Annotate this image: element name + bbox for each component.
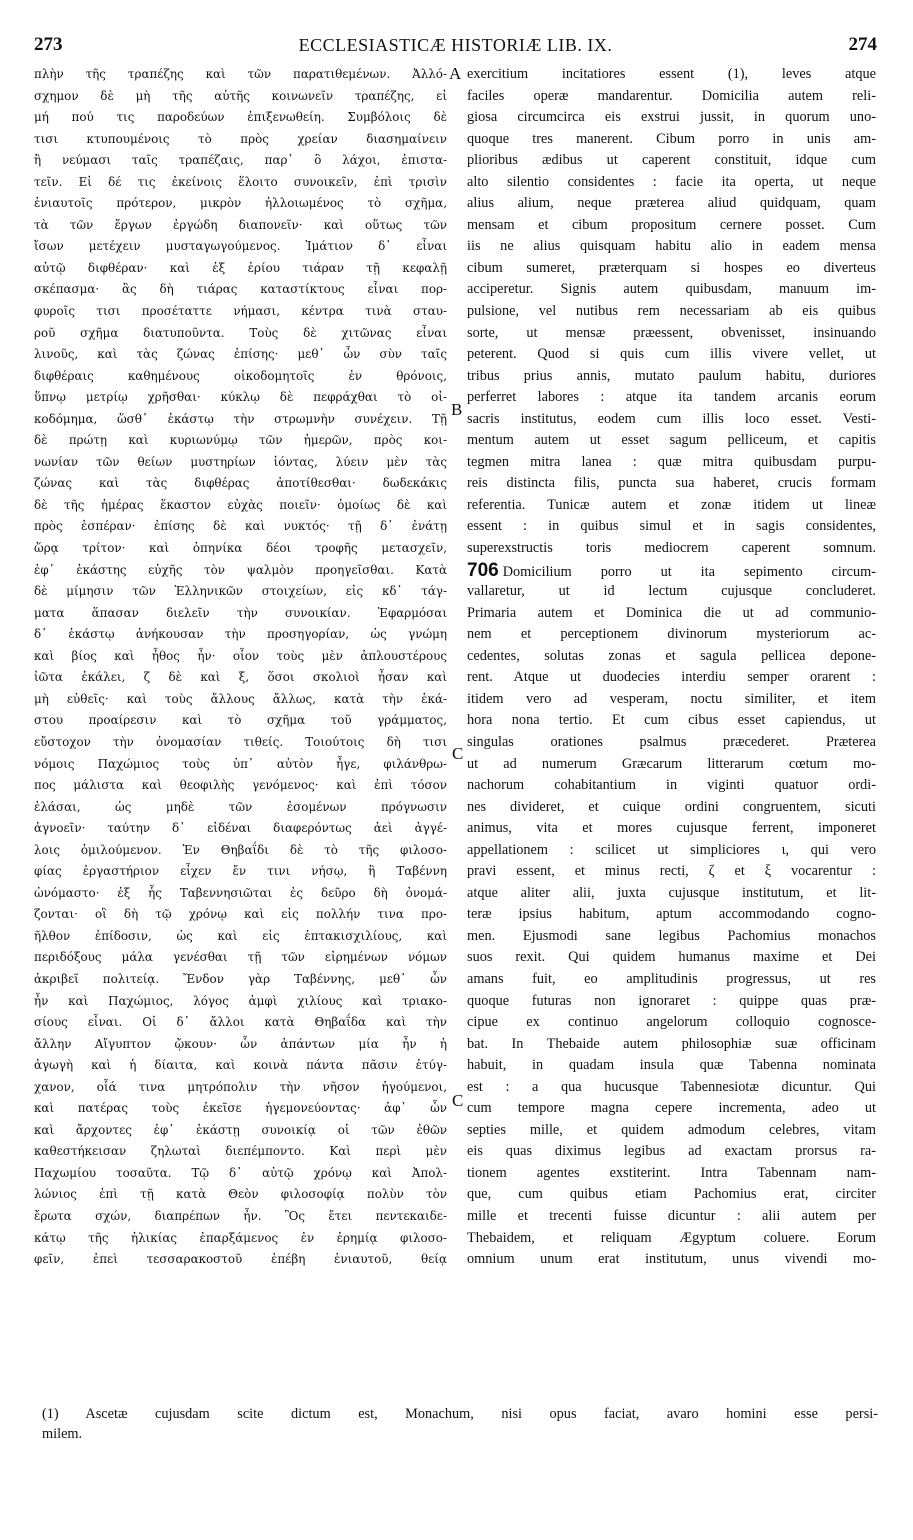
text-line: κοδόμημα, ὥσθ᾿ ἑκάστῳ τὴν στρωμνὴν συνέχειν. Τῇ xyxy=(34,411,447,426)
text-line: δὲ πρώτῃ καὶ κυριωνύμῳ τῶν ἡμερῶν, πρὸς κοι- xyxy=(34,433,447,448)
text-line: ἴσων μετέχειν μυσταγωγούμενος. Ἱμάτιον δ᾿ εἶναι xyxy=(34,239,447,254)
text-line: est : a qua hucusque Tabennesiotæ dicuntur. Qui xyxy=(467,1078,876,1095)
page-header xyxy=(34,34,877,60)
text-line: quoque futuras non ignoraret : quippe quas præ- xyxy=(467,992,876,1009)
text-line: δὲ τῆς ἡμέρας ἕκαστον εὐχὰς ποιεῖν· ὁμοίως δὲ καὶ xyxy=(34,497,447,512)
text-line: ἔρωτα σχών, διαπρέπων ἦν. Ὃς ἔτει πεντεκαιδε- xyxy=(34,1208,447,1223)
text-line: eis quas diximus legibus ad exactam prorsus ra- xyxy=(467,1143,876,1160)
text-line: exercitium incitatiores essent (1), leves atque xyxy=(467,66,876,82)
text-line: περιδόξους μάλα γενέσθαι τῇ τῶν εἰρημένων νόμων xyxy=(34,950,447,965)
text-line: ἀγνοεῖν· ταύτην δ᾿ εἰδέναι διαφερόντως ἀεὶ ἀγγέ- xyxy=(34,821,447,836)
footnote-line: (1) Ascetæ cujusdam scite dictum est, Monachum, nisi opus faciat, avaro homini esse persi- xyxy=(42,1406,878,1422)
latin-column xyxy=(467,64,876,1271)
text-line: habuit, in quadam insula quæ Tabenna nominata xyxy=(467,1057,876,1074)
text-line: δ᾿ ἑκάστῳ ἀνήκουσαν τὴν προσηγορίαν, ὡς γνώμη xyxy=(34,627,447,642)
page-number-left: 273 xyxy=(34,34,63,55)
text-line: ἢ νεύμασι ταῖς τραπέζαις, παρ᾿ ὃ λάχοι, ἐπιστα- xyxy=(34,153,447,168)
greek-column xyxy=(34,64,447,1271)
text-line: εὔστοχον τὴν ὀνομασίαν τιθείς. Τοιούτοις δὴ τισι xyxy=(34,734,447,749)
text-line: iis ne alius quisquam habitu alio in eadem mensa xyxy=(467,238,876,255)
text-line: πρὸς ἑσπέραν· ἐπίσης δὲ καὶ νυκτός· τῇ δ᾿ ἐνάτῃ xyxy=(34,519,447,534)
text-line: pulsione, vel nutibus rem necessariam ab eis quibus xyxy=(467,303,876,320)
text-line: omnium unum erat institutum, unus vivendi mo- xyxy=(467,1251,876,1268)
text-line: nem et perceptionem divinorum mysteriorum ac- xyxy=(467,626,876,643)
text-line: ἄλλην Αἴγυπτον ᾤκουν· ὧν ἁπάντων μία ἦν ἡ xyxy=(34,1036,447,1051)
text-line: φεῖν, ἐπεὶ τεσσαρακοστοῦ ἐπέβη ἐνιαυτοῦ, θείᾳ xyxy=(34,1252,447,1267)
text-line: mentum autem ut esset sagum pelliceum, et capitis xyxy=(467,432,876,449)
text-line: ὥρᾳ τρίτον· καὶ ὁπηνίκα δέοι τροφῆς μετασχεῖν, xyxy=(34,541,447,556)
text-line: essent : in quibus simul et in sagis considentes, xyxy=(467,518,876,535)
text-line: sorte, ut mensæ præessent, obvenisset, insinuando xyxy=(467,324,876,341)
text-line: giosa circumcirca eis exstrui jussit, in quorum uno- xyxy=(467,109,876,126)
text-line: Thebaidem, et reliquam Ægyptum coluere. Eorum xyxy=(467,1229,876,1246)
text-line: δὲ μίμησιν τῶν Ἑλληνικῶν στοιχείων, εἰς κδ᾿ τάγ- xyxy=(34,584,447,599)
text-line: στου προαίρεσιν καὶ τὸ σχῆμα τοῦ γράμματος, xyxy=(34,713,447,728)
text-line: septies mille, et quidem admodum celebres, vitam xyxy=(467,1121,876,1138)
text-line: φίας ἐργαστήριον εἶχεν ἔν τινι νήσῳ, ἣ Ταβέννη xyxy=(34,864,447,879)
text-line: κάτῳ τῆς ἡλικίας ἐπαρξάμενος ἐν ἐρημίᾳ φιλοσο- xyxy=(34,1230,447,1245)
text-line: ἐφ᾿ ἑκάστης εὐχῆς τὸν ψαλμὸν προηγεῖσθαι. Κατὰ xyxy=(34,562,447,577)
text-line: ὕπνῳ μετρίῳ χρῆσθαι· κύκλῳ δὲ πεφράχθαι τὸ οἰ- xyxy=(34,390,447,405)
text-line: faciles operæ mandarentur. Domicilia autem reli- xyxy=(467,87,876,104)
text-line: ἐλάσαι, ὡς μηδὲ τῶν ἐσομένων πρόγνωσιν xyxy=(34,799,447,814)
text-line: ματα ἅπασαν διελεῖν τὴν συνοικίαν. Ἐφαρμόσαι xyxy=(34,605,447,620)
text-line: peterent. Quod si quis cum illis vivere vellet, ut xyxy=(467,346,876,363)
text-line: Primaria autem et Dominica die ut ad communio- xyxy=(467,604,876,621)
text-line: vallaretur, ut id lectum cujusque concluderet. xyxy=(467,583,876,600)
text-line: καὶ ἄρχοντες ἐφ᾿ ἑκάστῃ συνοικίᾳ οἱ τῶν ἐθῶν xyxy=(34,1122,447,1137)
text-line: acciperetur. Signis autem quibusdam, manuum im- xyxy=(467,281,876,298)
text-line: itidem vero ad vesperam, noctu similiter, et item xyxy=(467,690,876,707)
text-line: men. Ejusmodi sane legibus Pachomius monachos xyxy=(467,927,876,944)
text-line: αὐτῷ διφθέραν· καὶ ἐξ ἐρίου τιάραν τῇ κεφαλῇ xyxy=(34,260,447,275)
footnote-line: milem. xyxy=(42,1426,83,1442)
text-line: νόμοις Παχώμιος τοὺς ὑπ᾿ αὐτὸν ἦγε, φιλάνθρω- xyxy=(34,756,447,771)
text-line: χανον, οἷά τινα μητρόπολιν τὴν νῆσον ἡγούμενοι, xyxy=(34,1079,447,1094)
text-line: suos rexit. Qui quidem humanus maxime et Dei xyxy=(467,949,876,966)
text-line: σκέπασμα· ἃς δὴ τιάρας καταστίκτους εἶναι πορ- xyxy=(34,282,447,297)
text-line-content: Domicilium porro ut ita sepimento circum- xyxy=(502,563,876,580)
text-line: λοις ὁμιλούμενον. Ἐν Θηβαΐδι δὲ τὸ τῆς φιλοσο- xyxy=(34,842,447,857)
text-line: ὠνόμαστο· ἐξ ἧς Ταβεννησιῶται ἐς δεῦρο δὴ ὀνομά- xyxy=(34,885,447,900)
text-line: perferret labores : atque ita tandem arcanis eorum xyxy=(467,389,876,406)
text-line: λινοῦς, καὶ τὰς ζώνας ἐπίσης· μεθ᾿ ὧν σὺν ταῖς xyxy=(34,347,447,362)
text-line: ἐνιαυτοῖς πρότερον, μικρὸν ἠλλοιωμένος τὸ σχῆμα, xyxy=(34,196,447,211)
text-line: μή πού τις παροδεύων ἐπιξενωθείη. Συμβόλοις δὲ xyxy=(34,110,447,125)
column-number: 706 xyxy=(467,559,499,581)
text-line xyxy=(467,560,876,582)
text-line: alto silentio considentes : facie ita operta, ut neque xyxy=(467,173,876,190)
text-line: reis distincta filis, puncta sua haberet, crucis formam xyxy=(467,475,876,492)
text-line: nachorum cohabitantium in viginti quatuor ordi- xyxy=(467,777,876,794)
text-line: alius alium, neque præterea aliud quidquam, quam xyxy=(467,195,876,212)
running-title: ECCLESIASTICÆ HISTORIÆ LIB. IX. xyxy=(298,35,613,55)
text-line: ζώνας καὶ τὰς διφθέρας ἀποτίθεσθαι· δωδεκάκις xyxy=(34,476,447,491)
text-line: καὶ βίος καὶ ἦθος ἦν· οἷον τοὺς μὲν ἁπλουστέρους xyxy=(34,648,447,663)
text-line: σχημον δὲ μὴ τῆς αὐτῆς κοινωνεῖν τραπέζης, εἰ xyxy=(34,88,447,103)
text-line: atque aliter alii, juxta cujusque institutum, et lit- xyxy=(467,884,876,901)
text-line: ut ad numerum Græcarum litterarum cœtum mo- xyxy=(467,755,876,772)
text-line: καὶ πατέρας τοὺς ἐκεῖσε ἡγεμονεύοντας· ἀφ᾿ ὧν xyxy=(34,1101,447,1116)
text-line: mille et trecenti fuisse dicuntur : alii autem per xyxy=(467,1207,876,1224)
page-number-right: 274 xyxy=(848,34,877,55)
text-line: pravi essent, et minus recti, ζ et ξ vocarentur : xyxy=(467,863,876,880)
text-line: τισι κτυπουμένοις τὸ πρὸς χρείαν διασημαίνειν xyxy=(34,131,447,146)
text-line: amans fuit, eo amplitudinis progressus, ut res xyxy=(467,970,876,987)
text-line: sacris institutus, eodem cum illis loco esset. Vesti- xyxy=(467,410,876,427)
text-line: tribus prius annis, mutato paulum habitu, duriores xyxy=(467,367,876,384)
text-line: hora nona tertio. Et cum cibus esset capiendus, ut xyxy=(467,712,876,729)
text-line: plioribus ædibus ut caperent constituit, idque cum xyxy=(467,152,876,169)
text-line: ἰῶτα ἐκάλει, ζ δὲ καὶ ξ, ὅσοι σκολιοὶ ἦσαν καὶ xyxy=(34,670,447,685)
text-line: mensam et cibum propositum cernere posset. Cum xyxy=(467,216,876,233)
margin-marker-c1: C xyxy=(452,744,464,763)
text-line: cipue ex continuo angelorum colloquio cognosce- xyxy=(467,1014,876,1031)
text-line: τεῖν. Εἰ δέ τις ἐκείνοις ἕλοιτο συνοικεῖν, ἐπὶ τρισὶν xyxy=(34,174,447,189)
text-line: λώνιος ἐπὶ τῇ κατὰ Θεὸν φιλοσοφίᾳ πολὺν τὸν xyxy=(34,1187,447,1202)
text-line: rent. Atque ut duodecies interdiu semper orarent : xyxy=(467,669,876,686)
text-line: καθεστήκεισαν ζηλωταὶ διεπέμποντο. Καὶ περὶ μὲν xyxy=(34,1144,447,1159)
text-line: ἦν καὶ Παχώμιος, λόγος ἀμφὶ χιλίους καὶ τριακο- xyxy=(34,993,447,1008)
text-line: σίους εἶναι. Οἱ δ᾿ ἄλλοι κατὰ Θηβαΐδα καὶ τὴν xyxy=(34,1015,447,1030)
text-line: que, cum quibus etiam Pachomius erat, circiter xyxy=(467,1186,876,1203)
text-line: πλὴν τῆς τραπέζης καὶ τῶν παρατιθεμένων. Ἀλλό- xyxy=(34,67,447,81)
text-line: singulas orationes psalmus præcederet. Præterea xyxy=(467,733,876,750)
text-line: νωνίαν τῶν θείων μυστηρίων ἰόντας, λύειν μὲν τὰς xyxy=(34,454,447,469)
text-line: φυροῖς τισι προσέταττε νήμασι, κέντρα τινὰ σταυ- xyxy=(34,304,447,319)
text-line: πος μάλιστα καὶ θεοφιλὴς γενόμενος· καὶ ἐπὶ τόσον xyxy=(34,778,447,793)
margin-marker-b: B xyxy=(451,400,463,419)
text-line: tegmen mitra lanea : quæ mitra quibusdam purpu- xyxy=(467,453,876,470)
text-line: tionem agentes exstiterint. Intra Tabennam nam- xyxy=(467,1164,876,1181)
text-line: superexstructis toris mediocrem caperent somnum. xyxy=(467,540,876,557)
text-line: τὰ τῶν ἔργων ἐργώδη διαπονεῖν· καὶ οὕτως τῶν xyxy=(34,217,447,232)
margin-marker-c2: C xyxy=(452,1091,464,1110)
text-line: ζονται· οἳ δὴ τῷ χρόνῳ καὶ εἰς πολλήν τινα προ- xyxy=(34,907,447,922)
footnote xyxy=(42,1404,878,1444)
text-line: Παχωμίου τοσαῦτα. Τῷ δ᾿ αὐτῷ χρόνῳ καὶ Ἀπολ- xyxy=(34,1165,447,1180)
text-line: cum tempore magna cepere incrementa, adeo ut xyxy=(467,1100,876,1117)
margin-marker-a: A xyxy=(449,64,462,83)
text-line: ῆλθον ἐπίδοσιν, ὡς καὶ εἰς ἑπτακισχιλίους, καὶ xyxy=(34,928,447,943)
text-line: ἀκριβεῖ πολιτείᾳ. Ἔνδον γὰρ Ταβέννης, μεθ᾿ ὧν xyxy=(34,971,447,986)
text-line: διφθέραις καθημένους οἰκοδομητοῖς ἐν θρόνοις, xyxy=(34,368,447,383)
text-line: appellationem : scilicet ut simpliciores ι, qui vero xyxy=(467,841,876,858)
text-line: bat. In Thebaide autem philosophiæ suæ officinam xyxy=(467,1035,876,1052)
text-line: referentia. Tunicæ autem et zonæ itidem ut lineæ xyxy=(467,496,876,513)
text-line: μὴ εὐθεῖς· καὶ τοὺς ἄλλους ἄλλως, κατὰ τὴν ἑκά- xyxy=(34,691,447,706)
text-line: quoque tres manerent. Cibum porro in unis am- xyxy=(467,130,876,147)
text-line: cedentes, solutas zonas et sagula pellicea depone- xyxy=(467,647,876,664)
text-line: animus, vita et mores cujusque ferrent, imponeret xyxy=(467,820,876,837)
text-line: cibum sumeret, præterquam si hospes eo diverteus xyxy=(467,259,876,276)
text-line: teræ ipsius habitum, aptum accommodando cogno- xyxy=(467,906,876,923)
text-line: nes divideret, et cuique ordini congruentem, sicuti xyxy=(467,798,876,815)
text-line: ἀγωγὴ καὶ ἡ δίαιτα, καὶ κοινὰ πάντα πᾶσιν ἐτύγ- xyxy=(34,1058,447,1073)
text-line: ροῦ σχῆμα διατυποῦντα. Τοὺς δὲ χιτῶνας εἶναι xyxy=(34,325,447,340)
